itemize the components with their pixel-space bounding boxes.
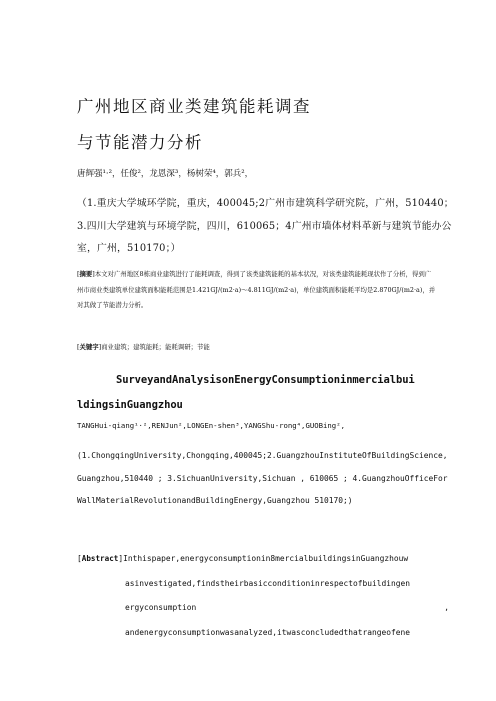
affiliation-cn: （1.重庆大学城环学院，重庆，400045;2广州市建筑科学研究院，广州，510440；3.四川大学建筑与环境学院，四川，610065；4广州市墙体材料革新与建筑节能办公室，广州，510170；）	[77, 198, 454, 254]
abstract-en-label: Abstract	[81, 554, 119, 563]
title-en-line2: ldingsinGuangzhou	[77, 399, 183, 411]
title-en-line1: SurveyandAnalysisonEnergyConsumptioninmercialbui	[116, 374, 415, 386]
authors-cn: 唐辉强¹·²，任俊²，龙恩深³，杨树荣⁴，郭兵²，	[77, 169, 254, 179]
keywords-cn-text: 商业建筑；建筑能耗；能耗调研；节能	[101, 343, 210, 351]
abstract-en-first-line: [Abstract]Inthispaper,energyconsumptionin8mercialbuildingsinGuangzhouw	[77, 554, 409, 563]
affiliation-en: (1.ChongqingUniversity,Chongqing,400045;2.GuangzhouInstituteOfBuildingScience,Guangzhou,510440 ; 3.SichuanUniversity,Sichuan , 610065 ; 4.GuangzhouOfficeForWallMaterialRevolutionandBuildingEnergy,Guangzhou 510170;)	[77, 451, 448, 506]
abstract-en-line3	[77, 596, 449, 621]
abstract-en-line2: asinvestigated,findstheirbasicconditioninrespectofbuildingen	[125, 578, 411, 588]
title-en	[116, 368, 456, 393]
abstract-en-line3a: ergyconsumption	[125, 603, 197, 612]
title-cn-line2: 与节能潜力分析	[77, 133, 203, 152]
abstract-en-line1: Inthispaper,energyconsumptionin8mercialbuildingsinGuangzhouw	[123, 554, 409, 563]
abstract-cn: [摘要]本文对广州地区8栋商业建筑进行了能耗调查，得到了该类建筑能耗的基本状况，对该类建筑能耗现状作了分析，得到广州市商业类建筑单位建筑面积能耗范围是1.421GJ/(m2·a)～4.811GJ/(m2·a)，单位建筑面积能耗平均是2.870GJ/(m2·a)，并对其做了节能潜力分析。	[77, 270, 436, 310]
keywords-cn-label: 关键字	[79, 343, 99, 351]
abstract-en-line4: andenergyconsumptionwasanalyzed,itwasconcludedthatrangeofene	[125, 627, 411, 637]
abstract-cn-text: 本文对广州地区8栋商业建筑进行了能耗调查，得到了该类建筑能耗的基本状况，对该类建筑能耗现状作了分析，得到广州市商业类建筑单位建筑面积能耗范围是1.421GJ/(m2·a)～4.811GJ/(m2·a)，单位建筑面积能耗平均是2.870GJ/(m2·a)，并对其做了节能潜力分析。	[77, 270, 436, 310]
keywords-cn: [关键字]商业建筑；建筑能耗；能耗调研；节能	[77, 343, 210, 351]
authors-en: TANGHui-qiang¹·²,RENJun²,LONGEn-shen³,YANGShu-rong⁴,GUOBing²,	[77, 421, 345, 430]
abstract-en-line3b: ,	[444, 603, 449, 612]
title-en-line2-wrap	[77, 393, 417, 418]
abstract-en	[77, 547, 449, 645]
title-cn-line1: 广州地区商业类建筑能耗调查	[77, 97, 311, 116]
abstract-cn-label: 摘要	[79, 270, 93, 278]
